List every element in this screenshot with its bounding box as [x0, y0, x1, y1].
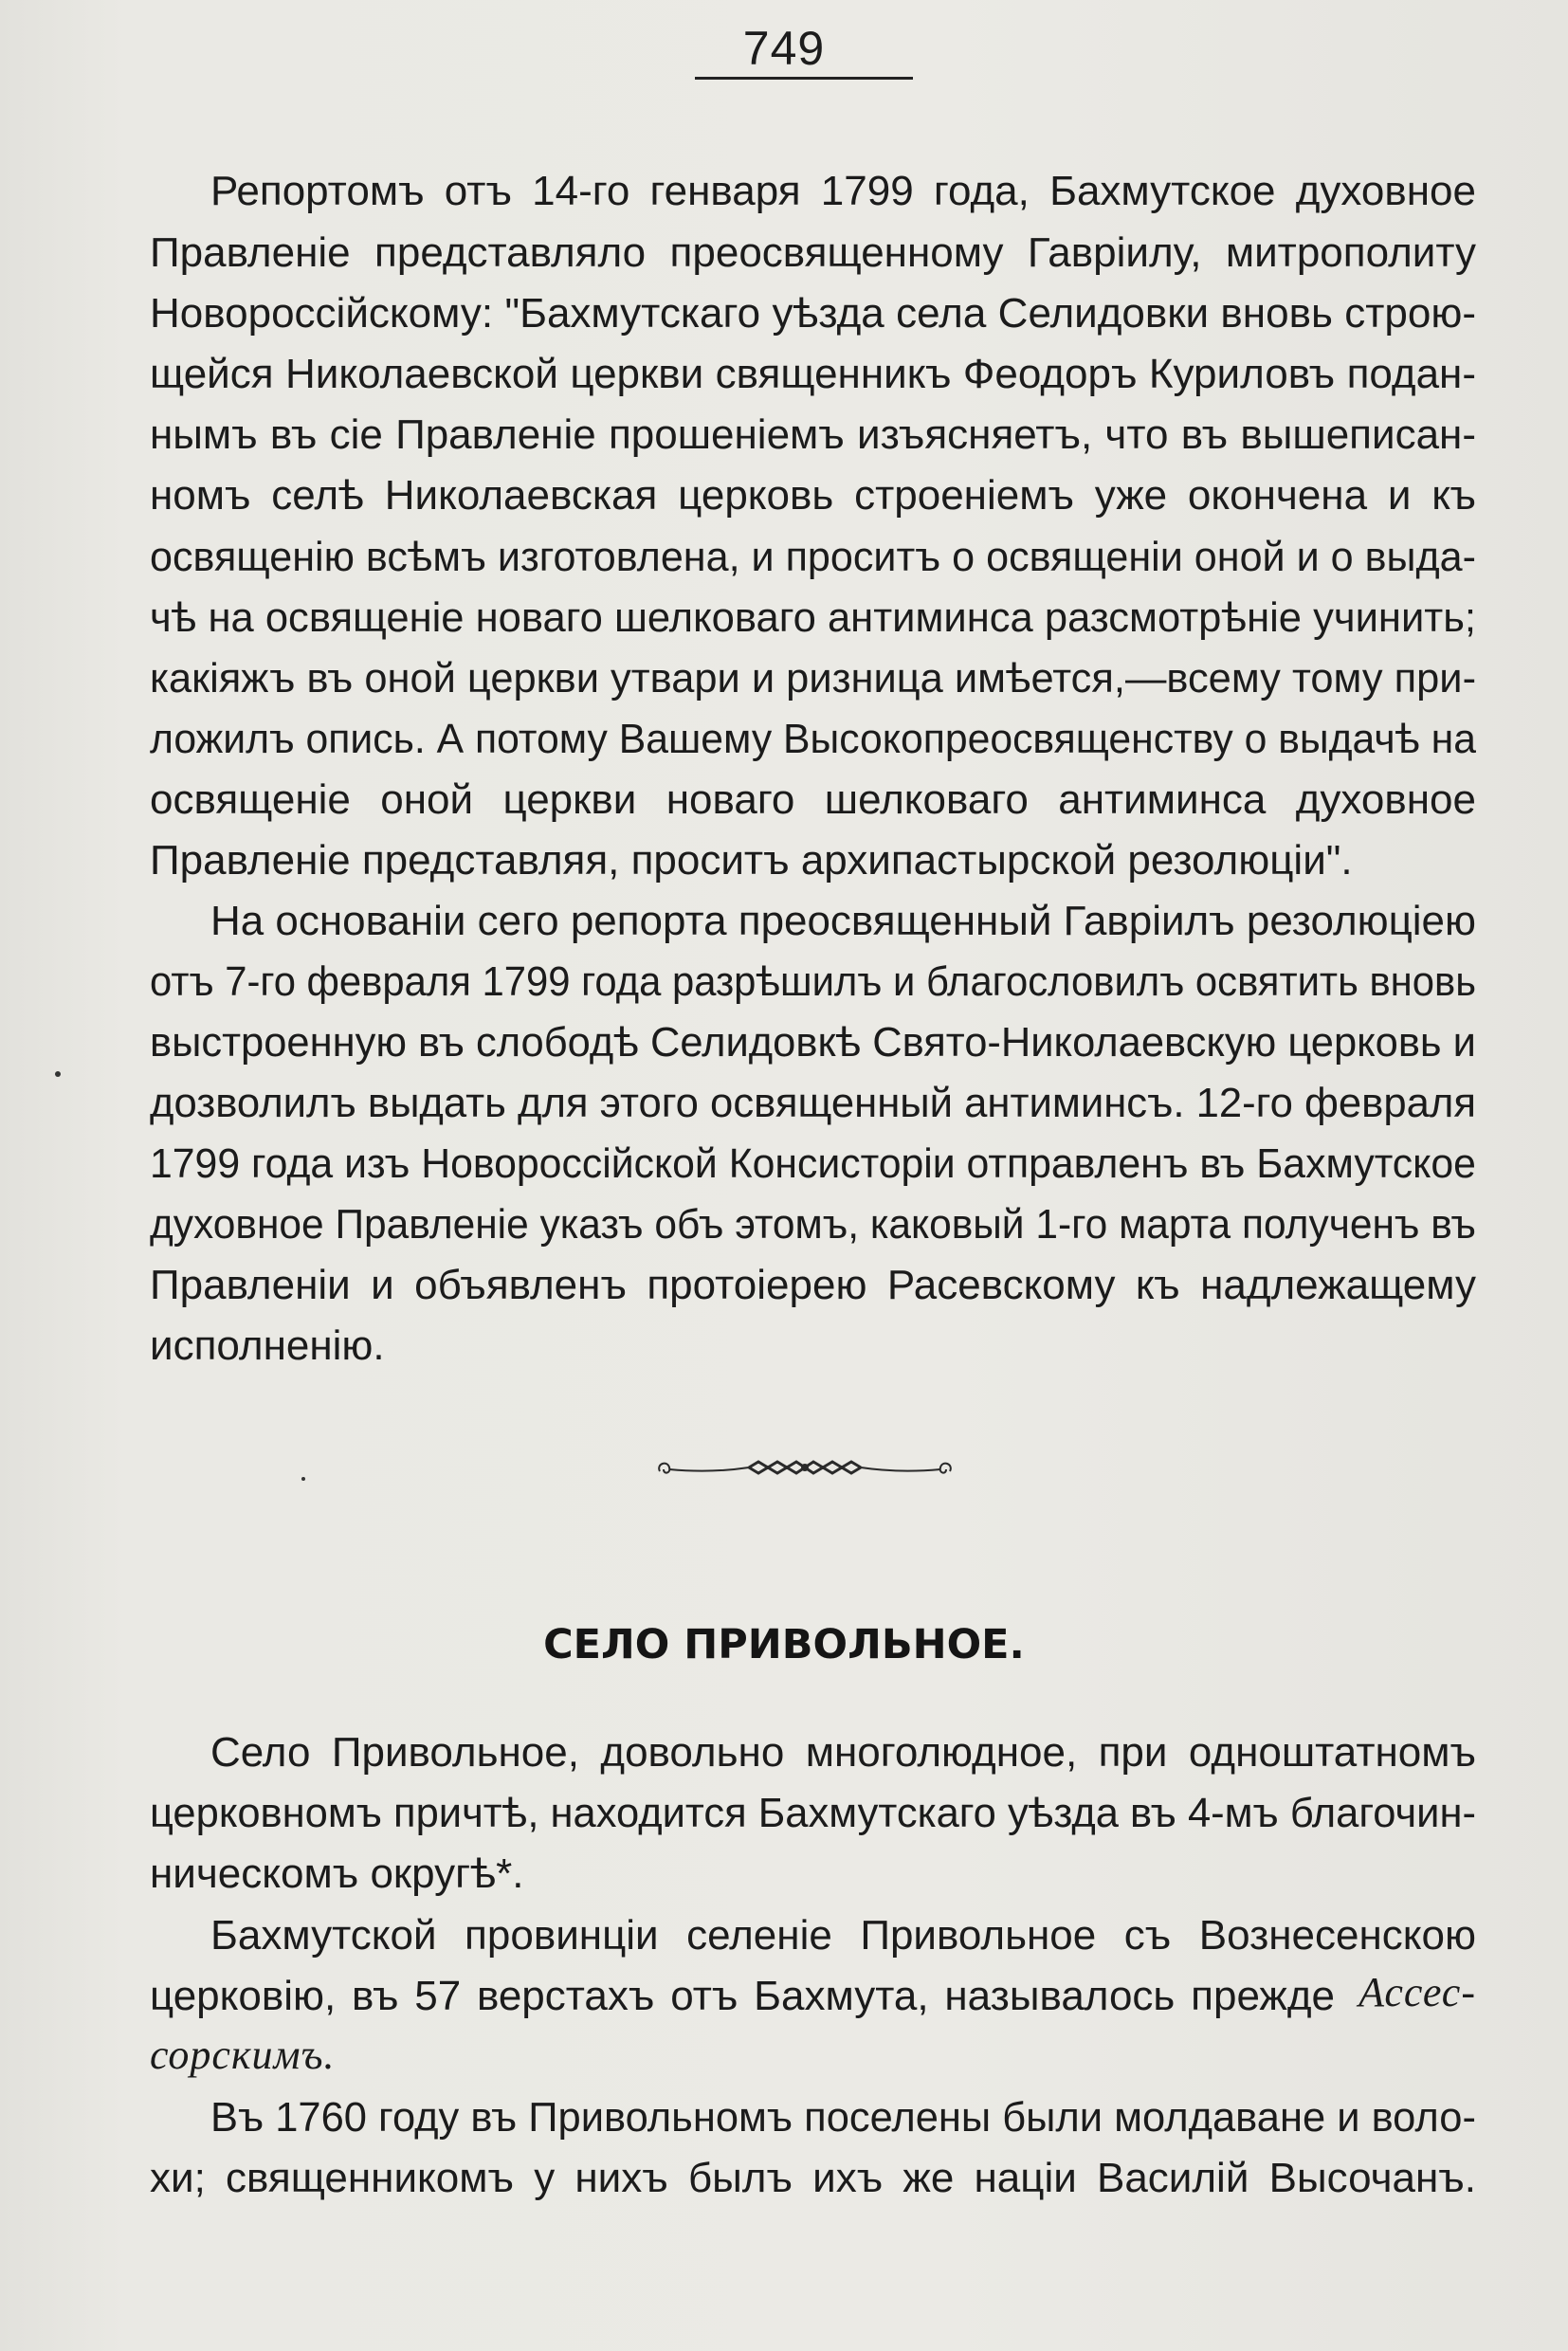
text-line: ническомъ округѣ*. — [150, 1850, 524, 1897]
text-line: освященіе оной церкви новаго шелковаго антиминса духовное — [150, 776, 1476, 823]
text-line: Правленіи и объявленъ протоіерею Расевскому къ надлежащему — [150, 1262, 1476, 1308]
text-line: дозволилъ выдать для этого освященный антиминсъ. 12-го февраля — [150, 1080, 1476, 1126]
page-number-rule — [695, 77, 913, 80]
text-line: выстроенную въ слободѣ Селидовкѣ Свято-Николаевскую церковь и — [150, 1019, 1476, 1066]
text-line: Правленіе представляло преосвященному Гавріилу, митрополиту — [150, 229, 1476, 276]
italic-word-end: сорскимъ. — [150, 2032, 336, 2078]
text-line: хи; священникомъ у нихъ былъ ихъ же націи Василій Высочанъ. — [150, 2155, 1476, 2201]
speck — [301, 1477, 305, 1481]
text-line: нымъ въ сіе Правленіе прошеніемъ изъясняетъ, что въ вышеписан- — [150, 411, 1476, 458]
text-line: Правленіе представляя, проситъ архипастырской резолюціи". — [150, 837, 1353, 884]
text-line: какіяжъ въ оной церкви утвари и ризница имѣется,—всему тому при- — [150, 655, 1477, 702]
text-line: Село Привольное, довольно многолюдное, при одноштатномъ — [210, 1729, 1476, 1776]
text-line: Новороссійскому: "Бахмутскаго уѣзда села Селидовки вновь строю- — [150, 290, 1476, 337]
text-line: церковномъ причтѣ, находится Бахмутскаго уѣзда въ 4-мъ благочин- — [150, 1790, 1476, 1836]
text-line: церковію, въ 57 верстахъ отъ Бахмута, называлось прежде — [150, 1973, 1335, 2019]
text-line: исполненію. — [150, 1322, 385, 1369]
text-line: ложилъ опись. А потому Вашему Высокопреосвященству о выдачѣ на — [150, 716, 1476, 762]
text-line: духовное Правленіе указъ объ этомъ, каковый 1-го марта полученъ въ — [150, 1201, 1476, 1248]
italic-word — [1346, 1969, 1476, 2015]
text-line: Въ 1760 году въ Привольномъ поселены были молдаване и воло- — [210, 2094, 1476, 2141]
text-line: щейся Николаевской церкви священникъ Феодоръ Куриловъ подан- — [150, 351, 1476, 397]
text-line: Бахмутской провинціи селеніе Привольное съ Вознесенскою — [210, 1912, 1476, 1959]
speck — [55, 1071, 61, 1077]
section-heading: СЕЛО ПРИВОЛЬНОЕ. — [543, 1621, 1025, 1668]
text-line: номъ селѣ Николаевская церковь строеніемъ уже окончена и къ — [150, 472, 1476, 519]
text-line: На основаніи сего репорта преосвященный Гавріилъ резолюціею — [210, 898, 1476, 944]
text-line — [150, 2034, 529, 2076]
text-line: 1799 года изъ Новороссійской Консисторіи отправленъ въ Бахмутское — [150, 1140, 1476, 1187]
text-line: Репортомъ отъ 14-го генваря 1799 года, Бахмутское духовное — [210, 168, 1476, 214]
page-number: 749 — [742, 22, 826, 75]
text-line: чѣ на освященіе новаго шелковаго антиминса разсмотрѣніе учинить; — [150, 594, 1477, 641]
text-line: отъ 7-го февраля 1799 года разрѣшилъ и благословилъ освятить вновь — [150, 958, 1476, 1005]
italic-word-start: Ассес- — [1358, 1969, 1476, 2015]
text-line: освященію всѣмъ изготовлена, и проситъ о освященіи оной и о выда- — [150, 534, 1476, 580]
ornament-divider — [654, 1450, 956, 1485]
